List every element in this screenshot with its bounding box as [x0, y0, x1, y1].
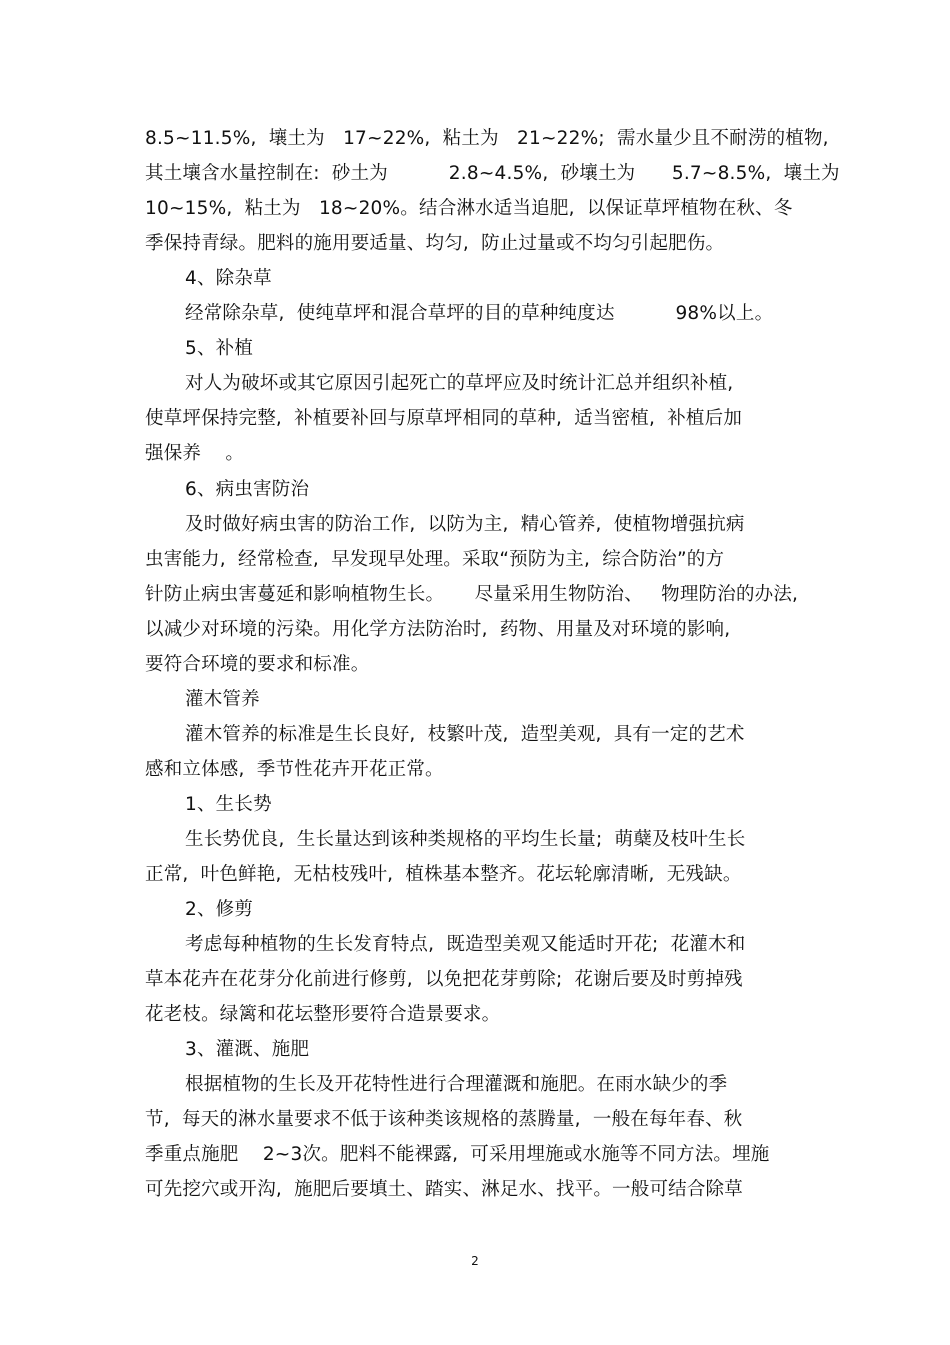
section-heading: 4、除杂草: [185, 268, 272, 289]
section-heading: 3、灌溉、施肥: [185, 1039, 310, 1060]
text-line: 及时做好病虫害的防治工作, 以防为主, 精心管养, 使植物增强抗病: [185, 514, 745, 535]
text-line: 针防止病虫害蔓延和影响植物生长。 尽量采用生物防治、 物理防治的办法,: [145, 584, 799, 605]
text-line: 使草坪保持完整, 补植要补回与原草坪相同的草种, 适当密植, 补植后加: [145, 408, 743, 429]
text-line: 经常除杂草, 使纯草坪和混合草坪的目的草种纯度达 98%以上。: [185, 303, 774, 324]
text-line: 虫害能力, 经常检查, 早发现早处理。采取“预防为主, 综合防治”的方: [145, 549, 725, 570]
text-line: 考虑每种植物的生长发育特点, 既造型美观又能适时开花; 花灌木和: [185, 934, 746, 955]
text-line: 强保养 。: [145, 443, 245, 464]
text-line: 以减少对环境的污染。用化学方法防治时, 药物、用量及对环境的影响,: [145, 619, 731, 640]
text-line: 其土壤含水量控制在: 砂土为 2.8~4.5%, 砂壤土为 5.7~8.5%, 壤土为: [145, 163, 840, 184]
text-line: 灌木管养的标准是生长良好, 枝繁叶茂, 造型美观, 具有一定的艺术: [185, 724, 745, 745]
text-line: 季保持青绿。肥料的施用要适量、均匀, 防止过量或不均匀引起肥伤。: [145, 233, 725, 254]
page-number: 2: [471, 1254, 479, 1268]
text-line: 要符合环境的要求和标准。: [145, 654, 370, 675]
text-line: 可先挖穴或开沟, 施肥后要填土、踏实、淋足水、找平。一般可结合除草: [145, 1179, 743, 1200]
section-heading: 5、补植: [185, 338, 254, 359]
section-heading: 6、病虫害防治: [185, 479, 310, 500]
text-line: 8.5~11.5%, 壤土为 17~22%, 粘土为 21~22%; 需水量少且不耐涝的植物,: [145, 128, 829, 149]
section-heading: 2、修剪: [185, 899, 254, 920]
text-line: 对人为破坏或其它原因引起死亡的草坪应及时统计汇总并组织补植,: [185, 373, 734, 394]
text-line: 节, 每天的淋水量要求不低于该种类该规格的蒸腾量, 一般在每年春、秋: [145, 1109, 743, 1130]
text-line: 季重点施肥 2~3次。肥料不能裸露, 可采用埋施或水施等不同方法。埋施: [145, 1144, 770, 1165]
section-heading: 灌木管养: [185, 689, 260, 710]
text-line: 花老枝。绿篱和花坛整形要符合造景要求。: [145, 1004, 501, 1025]
text-line: 根据植物的生长及开花特性进行合理灌溉和施肥。在雨水缺少的季: [185, 1074, 728, 1095]
text-line: 感和立体感, 季节性花卉开花正常。: [145, 759, 444, 780]
text-line: 正常, 叶色鲜艳, 无枯枝残叶, 植株基本整齐。花坛轮廓清晰, 无残缺。: [145, 864, 742, 885]
text-line: 生长势优良, 生长量达到该种类规格的平均生长量; 萌蘖及枝叶生长: [185, 829, 746, 850]
text-line: 10~15%, 粘土为 18~20%。结合淋水适当追肥, 以保证草坪植物在秋、冬: [145, 198, 793, 219]
section-heading: 1、生长势: [185, 794, 272, 815]
text-line: 草本花卉在花芽分化前进行修剪, 以免把花芽剪除; 花谢后要及时剪掉残: [145, 969, 743, 990]
